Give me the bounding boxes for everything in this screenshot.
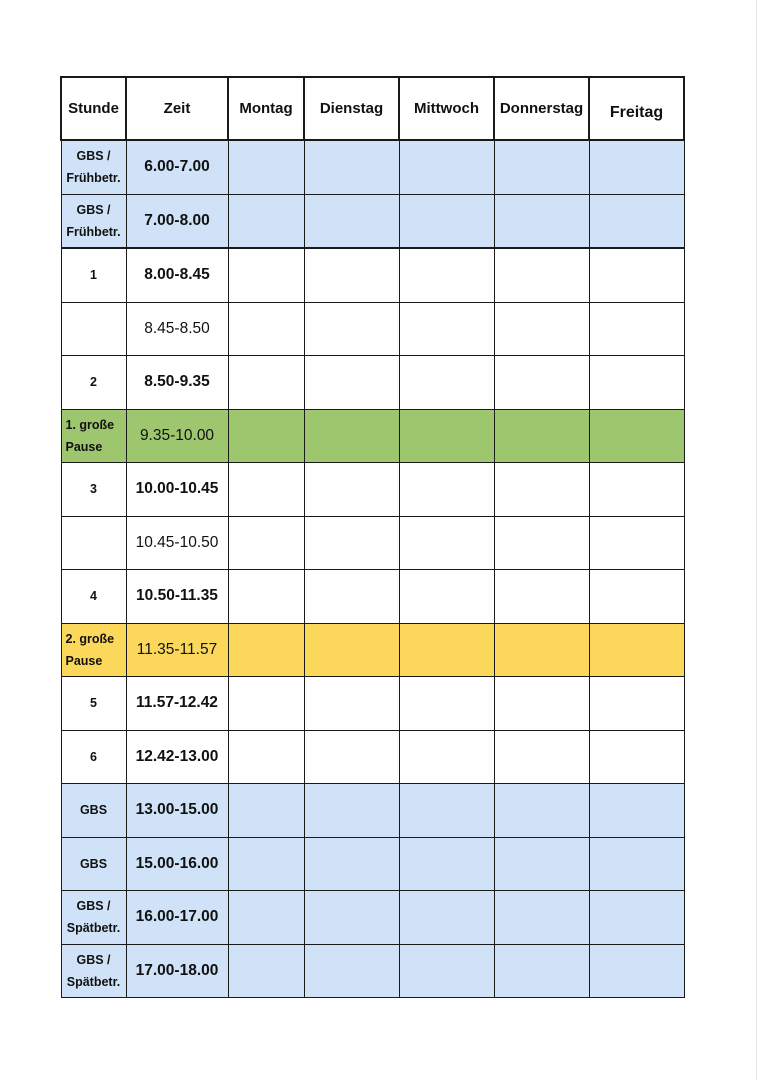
header-donnerstag: Donnerstag — [494, 77, 589, 140]
stunde-label: Frühbetr. — [66, 171, 121, 186]
stunde-cell — [61, 891, 126, 945]
timetable-row — [61, 891, 684, 945]
zeit-cell: 15.00-16.00 — [126, 837, 228, 891]
cell-donnerstag[interactable] — [494, 302, 589, 356]
cell-montag[interactable] — [228, 409, 304, 463]
zeit-cell: 11.57-12.42 — [126, 677, 228, 731]
stunde-label: 2. große — [65, 631, 115, 646]
cell-mittwoch[interactable] — [399, 463, 494, 517]
zeit-cell: 7.00-8.00 — [126, 194, 228, 248]
stunde-label: Spätbetr. — [66, 921, 121, 936]
header-row — [61, 77, 684, 140]
cell-mittwoch[interactable] — [399, 837, 494, 891]
cell-montag[interactable] — [228, 677, 304, 731]
cell-donnerstag[interactable] — [494, 194, 589, 248]
cell-freitag[interactable] — [589, 409, 684, 463]
stunde-label: 3 — [90, 482, 97, 497]
cell-montag[interactable] — [228, 837, 304, 891]
cell-donnerstag[interactable] — [494, 784, 589, 838]
cell-donnerstag[interactable] — [494, 837, 589, 891]
cell-donnerstag[interactable] — [494, 944, 589, 998]
cell-dienstag[interactable] — [304, 677, 399, 731]
cell-dienstag[interactable] — [304, 837, 399, 891]
cell-dienstag[interactable] — [304, 944, 399, 998]
cell-montag[interactable] — [228, 784, 304, 838]
stunde-cell — [61, 570, 126, 624]
header-freitag: Freitag — [589, 77, 684, 140]
cell-donnerstag[interactable] — [494, 730, 589, 784]
cell-freitag[interactable] — [589, 623, 684, 677]
cell-freitag[interactable] — [589, 356, 684, 410]
stunde-cell — [61, 356, 126, 410]
cell-mittwoch[interactable] — [399, 891, 494, 945]
cell-montag[interactable] — [228, 623, 304, 677]
stunde-cell — [61, 677, 126, 731]
cell-montag[interactable] — [228, 194, 304, 248]
cell-mittwoch[interactable] — [399, 140, 494, 194]
cell-montag[interactable] — [228, 356, 304, 410]
cell-dienstag[interactable] — [304, 570, 399, 624]
cell-freitag[interactable] — [589, 463, 684, 517]
timetable-row — [61, 463, 684, 517]
stunde-label: GBS / — [76, 952, 111, 967]
cell-freitag[interactable] — [589, 302, 684, 356]
cell-dienstag[interactable] — [304, 784, 399, 838]
cell-freitag[interactable] — [589, 730, 684, 784]
cell-freitag[interactable] — [589, 248, 684, 302]
stunde-label: Frühbetr. — [66, 224, 121, 239]
header-stunde: Stunde — [61, 77, 126, 140]
cell-mittwoch[interactable] — [399, 623, 494, 677]
cell-dienstag[interactable] — [304, 194, 399, 248]
cell-mittwoch[interactable] — [399, 570, 494, 624]
zeit-cell: 8.50-9.35 — [126, 356, 228, 410]
cell-montag[interactable] — [228, 302, 304, 356]
timetable-row — [61, 837, 684, 891]
zeit-cell: 12.42-13.00 — [126, 730, 228, 784]
stunde-label: 4 — [90, 589, 97, 604]
cell-mittwoch[interactable] — [399, 516, 494, 570]
timetable-row — [61, 677, 684, 731]
zeit-cell: 10.45-10.50 — [126, 516, 228, 570]
cell-montag[interactable] — [228, 140, 304, 194]
timetable-row — [61, 623, 684, 677]
stunde-cell — [61, 194, 126, 248]
stunde-cell — [61, 837, 126, 891]
zeit-cell: 8.00-8.45 — [126, 248, 228, 302]
stunde-label: 1 — [90, 268, 97, 283]
timetable-row — [61, 516, 684, 570]
stunde-label: GBS — [79, 803, 108, 818]
cell-montag[interactable] — [228, 463, 304, 517]
cell-donnerstag[interactable] — [494, 356, 589, 410]
zeit-cell: 10.00-10.45 — [126, 463, 228, 517]
stunde-cell — [61, 140, 126, 194]
timetable-row — [61, 570, 684, 624]
cell-donnerstag[interactable] — [494, 677, 589, 731]
cell-mittwoch[interactable] — [399, 784, 494, 838]
zeit-cell: 9.35-10.00 — [126, 409, 228, 463]
zeit-cell: 11.35-11.57 — [126, 623, 228, 677]
stunde-label: GBS — [79, 856, 108, 871]
cell-freitag[interactable] — [589, 140, 684, 194]
stunde-label: GBS / — [76, 149, 111, 164]
zeit-cell: 17.00-18.00 — [126, 944, 228, 998]
timetable-row — [61, 730, 684, 784]
timetable-row — [61, 356, 684, 410]
zeit-cell: 16.00-17.00 — [126, 891, 228, 945]
cell-mittwoch[interactable] — [399, 730, 494, 784]
header-dienstag: Dienstag — [304, 77, 399, 140]
stunde-cell — [61, 516, 126, 570]
cell-montag[interactable] — [228, 944, 304, 998]
cell-dienstag[interactable] — [304, 891, 399, 945]
cell-dienstag[interactable] — [304, 356, 399, 410]
cell-donnerstag[interactable] — [494, 891, 589, 945]
cell-mittwoch[interactable] — [399, 194, 494, 248]
zeit-cell: 10.50-11.35 — [126, 570, 228, 624]
stunde-cell — [61, 248, 126, 302]
cell-donnerstag[interactable] — [494, 463, 589, 517]
cell-montag[interactable] — [228, 730, 304, 784]
stunde-label: 1. große — [65, 417, 115, 432]
stunde-label: 2 — [90, 375, 97, 390]
cell-mittwoch[interactable] — [399, 302, 494, 356]
cell-dienstag[interactable] — [304, 409, 399, 463]
cell-donnerstag[interactable] — [494, 409, 589, 463]
cell-dienstag[interactable] — [304, 463, 399, 517]
zeit-cell: 8.45-8.50 — [126, 302, 228, 356]
cell-donnerstag[interactable] — [494, 516, 589, 570]
cell-freitag[interactable] — [589, 677, 684, 731]
cell-mittwoch[interactable] — [399, 677, 494, 731]
timetable-row — [61, 140, 684, 194]
timetable-body — [61, 140, 684, 998]
cell-dienstag[interactable] — [304, 302, 399, 356]
stunde-cell — [61, 944, 126, 998]
cell-freitag[interactable] — [589, 784, 684, 838]
cell-dienstag[interactable] — [304, 140, 399, 194]
cell-donnerstag[interactable] — [494, 140, 589, 194]
stunde-label: Pause — [65, 653, 103, 668]
header-montag: Montag — [228, 77, 304, 140]
stunde-cell — [61, 784, 126, 838]
header-mittwoch: Mittwoch — [399, 77, 494, 140]
cell-mittwoch[interactable] — [399, 248, 494, 302]
page-edge — [756, 0, 757, 1080]
cell-freitag[interactable] — [589, 891, 684, 945]
cell-freitag[interactable] — [589, 570, 684, 624]
cell-mittwoch[interactable] — [399, 356, 494, 410]
zeit-cell: 6.00-7.00 — [126, 140, 228, 194]
stunde-cell — [61, 409, 126, 463]
cell-montag[interactable] — [228, 516, 304, 570]
stunde-label: Pause — [65, 439, 103, 454]
stunde-cell — [61, 302, 126, 356]
zeit-cell: 13.00-15.00 — [126, 784, 228, 838]
stunde-label: Spätbetr. — [66, 974, 121, 989]
cell-freitag[interactable] — [589, 194, 684, 248]
cell-dienstag[interactable] — [304, 248, 399, 302]
stunde-label: GBS / — [76, 202, 111, 217]
cell-mittwoch[interactable] — [399, 409, 494, 463]
cell-donnerstag[interactable] — [494, 570, 589, 624]
cell-mittwoch[interactable] — [399, 944, 494, 998]
stunde-cell — [61, 623, 126, 677]
timetable-row — [61, 944, 684, 998]
header-zeit: Zeit — [126, 77, 228, 140]
cell-freitag[interactable] — [589, 944, 684, 998]
cell-montag[interactable] — [228, 570, 304, 624]
timetable-row — [61, 302, 684, 356]
timetable — [60, 76, 685, 998]
timetable-row — [61, 409, 684, 463]
cell-dienstag[interactable] — [304, 516, 399, 570]
timetable-row — [61, 248, 684, 302]
cell-freitag[interactable] — [589, 837, 684, 891]
cell-dienstag[interactable] — [304, 623, 399, 677]
stunde-label: 6 — [90, 749, 97, 764]
stunde-cell — [61, 730, 126, 784]
cell-donnerstag[interactable] — [494, 248, 589, 302]
cell-dienstag[interactable] — [304, 730, 399, 784]
cell-donnerstag[interactable] — [494, 623, 589, 677]
timetable-row — [61, 784, 684, 838]
timetable-row — [61, 194, 684, 248]
stunde-label: 5 — [90, 696, 97, 711]
cell-montag[interactable] — [228, 891, 304, 945]
stunde-cell — [61, 463, 126, 517]
cell-freitag[interactable] — [589, 516, 684, 570]
cell-montag[interactable] — [228, 248, 304, 302]
stunde-label: GBS / — [76, 899, 111, 914]
